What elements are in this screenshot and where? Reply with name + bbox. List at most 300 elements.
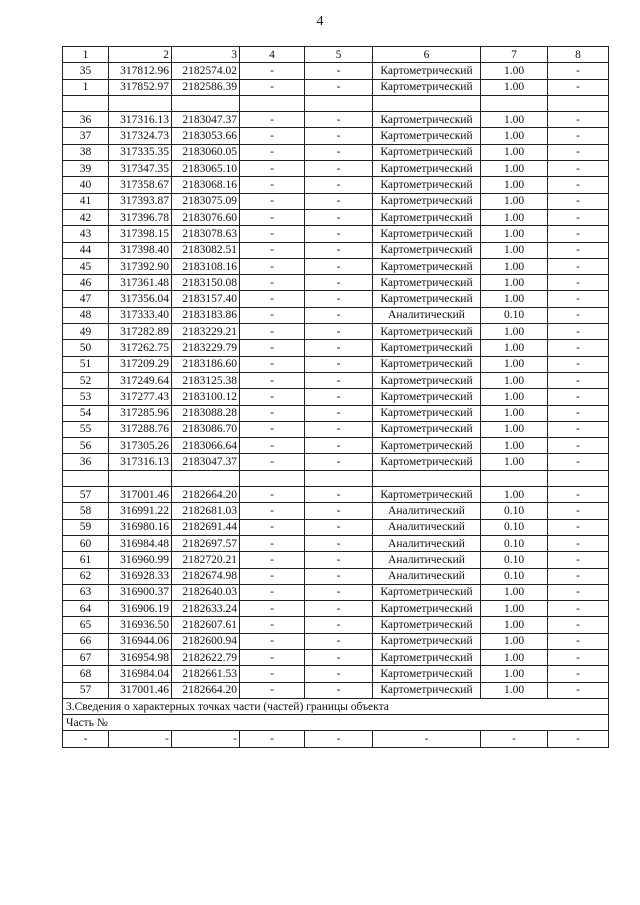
y-coordinate-cell: 2182640.03: [172, 584, 240, 600]
col5-cell: -: [305, 503, 373, 519]
table-row: [63, 226, 609, 242]
method-cell: Аналитический: [373, 519, 481, 535]
table-row: [63, 389, 609, 405]
table-row: [63, 258, 609, 274]
col8-cell: -: [548, 144, 609, 160]
x-coordinate-cell: 317316.13: [109, 112, 172, 128]
x-coordinate-cell: 316984.48: [109, 535, 172, 551]
accuracy-cell: 1.00: [481, 258, 548, 274]
x-coordinate-cell: 317277.43: [109, 389, 172, 405]
method-cell: Картометрический: [373, 193, 481, 209]
col5-cell: -: [305, 487, 373, 503]
accuracy-cell: 0.10: [481, 503, 548, 519]
table-row: [63, 438, 609, 454]
col4-cell: -: [240, 438, 305, 454]
accuracy-cell: 1.00: [481, 340, 548, 356]
col4-cell: -: [240, 633, 305, 649]
col5-cell: -: [305, 584, 373, 600]
method-cell: Картометрический: [373, 161, 481, 177]
y-coordinate-cell: 2182574.02: [172, 63, 240, 79]
col8-cell: -: [548, 79, 609, 95]
x-coordinate-cell: 316944.06: [109, 633, 172, 649]
col4-cell: -: [240, 649, 305, 665]
col5-cell: -: [305, 177, 373, 193]
method-cell: Картометрический: [373, 649, 481, 665]
accuracy-cell: 1.00: [481, 112, 548, 128]
x-coordinate-cell: 317001.46: [109, 487, 172, 503]
point-number-cell: 36: [63, 454, 109, 470]
col8-cell: -: [548, 682, 609, 698]
col4-cell: -: [240, 405, 305, 421]
accuracy-cell: 1.00: [481, 275, 548, 291]
page-number: 4: [316, 14, 324, 29]
table-row: [63, 421, 609, 437]
col8-cell: -: [548, 405, 609, 421]
accuracy-cell: 7: [481, 47, 548, 63]
point-number-cell: 53: [63, 389, 109, 405]
col5-cell: -: [305, 552, 373, 568]
col5-cell: -: [305, 421, 373, 437]
col4-cell: -: [240, 242, 305, 258]
point-number-cell: -: [63, 731, 109, 747]
col8-cell: -: [548, 356, 609, 372]
y-coordinate-cell: 2183060.05: [172, 144, 240, 160]
method-cell: Картометрический: [373, 584, 481, 600]
table-row: [63, 193, 609, 209]
col8-cell: -: [548, 307, 609, 323]
table-row: [63, 666, 609, 682]
accuracy-cell: 1.00: [481, 372, 548, 388]
y-coordinate-cell: 2183065.10: [172, 161, 240, 177]
col5-cell: -: [305, 324, 373, 340]
col8-cell: -: [548, 666, 609, 682]
x-coordinate-cell: 317288.76: [109, 421, 172, 437]
x-coordinate-cell: 317347.35: [109, 161, 172, 177]
col8-cell: -: [548, 193, 609, 209]
x-coordinate-cell: 317335.35: [109, 144, 172, 160]
col8-cell: -: [548, 535, 609, 551]
accuracy-cell: 1.00: [481, 324, 548, 340]
x-coordinate-cell: 317316.13: [109, 454, 172, 470]
col8-cell: -: [548, 340, 609, 356]
col4-cell: -: [240, 568, 305, 584]
point-number-cell: 68: [63, 666, 109, 682]
point-number-cell: 49: [63, 324, 109, 340]
separator-row: [63, 95, 609, 111]
col8-cell: -: [548, 649, 609, 665]
method-cell: 6: [373, 47, 481, 63]
x-coordinate-cell: 316936.50: [109, 617, 172, 633]
point-number-cell: 64: [63, 601, 109, 617]
table-row: [63, 682, 609, 698]
col5-cell: -: [305, 649, 373, 665]
x-coordinate-cell: 317812.96: [109, 63, 172, 79]
col8-cell: -: [548, 242, 609, 258]
y-coordinate-cell: 2183088.28: [172, 405, 240, 421]
x-coordinate-cell: -: [109, 731, 172, 747]
col5-cell: -: [305, 112, 373, 128]
x-coordinate-cell: 316960.99: [109, 552, 172, 568]
x-coordinate-cell: 317356.04: [109, 291, 172, 307]
point-number-cell: 54: [63, 405, 109, 421]
part-label-row: [63, 715, 609, 731]
table-row: [63, 601, 609, 617]
accuracy-cell: 0.10: [481, 552, 548, 568]
point-number-cell: 58: [63, 503, 109, 519]
y-coordinate-cell: 2183157.40: [172, 291, 240, 307]
col8-cell: -: [548, 519, 609, 535]
col4-cell: -: [240, 535, 305, 551]
col4-cell: -: [240, 291, 305, 307]
col8-cell: -: [548, 584, 609, 600]
col5-cell: -: [305, 226, 373, 242]
method-cell: Картометрический: [373, 682, 481, 698]
method-cell: Картометрический: [373, 324, 481, 340]
accuracy-cell: 1.00: [481, 128, 548, 144]
col5-cell: -: [305, 617, 373, 633]
col5-cell: -: [305, 193, 373, 209]
table-row: [63, 356, 609, 372]
x-coordinate-cell: 317249.64: [109, 372, 172, 388]
accuracy-cell: 1.00: [481, 356, 548, 372]
table-row: [63, 584, 609, 600]
empty-row: [63, 731, 609, 747]
col5-cell: 5: [305, 47, 373, 63]
method-cell: Картометрический: [373, 438, 481, 454]
col4-cell: -: [240, 552, 305, 568]
y-coordinate-cell: 2183229.21: [172, 324, 240, 340]
y-coordinate-cell: 2183100.12: [172, 389, 240, 405]
table-row: [63, 372, 609, 388]
method-cell: Картометрический: [373, 63, 481, 79]
point-number-cell: 35: [63, 63, 109, 79]
point-number-cell: 46: [63, 275, 109, 291]
method-cell: Картометрический: [373, 421, 481, 437]
accuracy-cell: 1.00: [481, 454, 548, 470]
point-number-cell: 65: [63, 617, 109, 633]
accuracy-cell: -: [481, 731, 548, 747]
col8-cell: -: [548, 177, 609, 193]
col5-cell: -: [305, 389, 373, 405]
table-row: [63, 487, 609, 503]
col5-cell: -: [305, 601, 373, 617]
method-cell: Аналитический: [373, 535, 481, 551]
method-cell: Картометрический: [373, 291, 481, 307]
point-number-cell: 61: [63, 552, 109, 568]
col4-cell: 4: [240, 47, 305, 63]
accuracy-cell: 1.00: [481, 161, 548, 177]
table-row: [63, 307, 609, 323]
table-row: [63, 128, 609, 144]
table-row: [63, 242, 609, 258]
x-coordinate-cell: 317333.40: [109, 307, 172, 323]
point-number-cell: 51: [63, 356, 109, 372]
y-coordinate-cell: 2182607.61: [172, 617, 240, 633]
accuracy-cell: 1.00: [481, 601, 548, 617]
y-coordinate-cell: 2183108.16: [172, 258, 240, 274]
col5-cell: -: [305, 666, 373, 682]
point-number-cell: 39: [63, 161, 109, 177]
col4-cell: -: [240, 307, 305, 323]
col4-cell: -: [240, 226, 305, 242]
col4-cell: -: [240, 161, 305, 177]
accuracy-cell: 1.00: [481, 421, 548, 437]
col4-cell: -: [240, 128, 305, 144]
col8-cell: 8: [548, 47, 609, 63]
col5-cell: -: [305, 372, 373, 388]
x-coordinate-cell: 317392.90: [109, 258, 172, 274]
method-cell: Картометрический: [373, 258, 481, 274]
col4-cell: -: [240, 275, 305, 291]
col8-cell: -: [548, 438, 609, 454]
col8-cell: -: [548, 275, 609, 291]
col5-cell: -: [305, 535, 373, 551]
point-number-cell: 41: [63, 193, 109, 209]
col4-cell: -: [240, 584, 305, 600]
y-coordinate-cell: 2183183.86: [172, 307, 240, 323]
table-row: [63, 209, 609, 225]
col4-cell: -: [240, 79, 305, 95]
point-number-cell: 43: [63, 226, 109, 242]
x-coordinate-cell: 317393.87: [109, 193, 172, 209]
col5-cell: -: [305, 356, 373, 372]
col8-cell: -: [548, 487, 609, 503]
method-cell: Картометрический: [373, 633, 481, 649]
table-row: [63, 519, 609, 535]
point-number-cell: 59: [63, 519, 109, 535]
method-cell: Картометрический: [373, 340, 481, 356]
method-cell: Картометрический: [373, 372, 481, 388]
x-coordinate-cell: 317282.89: [109, 324, 172, 340]
col5-cell: -: [305, 79, 373, 95]
point-number-cell: 50: [63, 340, 109, 356]
x-coordinate-cell: 317396.78: [109, 209, 172, 225]
point-number-cell: 40: [63, 177, 109, 193]
col4-cell: -: [240, 503, 305, 519]
col4-cell: -: [240, 177, 305, 193]
x-coordinate-cell: 317398.40: [109, 242, 172, 258]
y-coordinate-cell: 2182681.03: [172, 503, 240, 519]
col8-cell: -: [548, 209, 609, 225]
y-coordinate-cell: 2183125.38: [172, 372, 240, 388]
y-coordinate-cell: 2183150.08: [172, 275, 240, 291]
col8-cell: -: [548, 503, 609, 519]
col5-cell: -: [305, 291, 373, 307]
col4-cell: -: [240, 324, 305, 340]
method-cell: Картометрический: [373, 601, 481, 617]
col4-cell: -: [240, 356, 305, 372]
col8-cell: -: [548, 633, 609, 649]
col4-cell: -: [240, 258, 305, 274]
point-number-cell: 66: [63, 633, 109, 649]
point-number-cell: 38: [63, 144, 109, 160]
method-cell: Аналитический: [373, 568, 481, 584]
point-number-cell: 1: [63, 47, 109, 63]
col5-cell: -: [305, 161, 373, 177]
col5-cell: -: [305, 438, 373, 454]
point-number-cell: 57: [63, 682, 109, 698]
table-row: [63, 340, 609, 356]
table-row: [63, 405, 609, 421]
table-row: [63, 112, 609, 128]
col8-cell: -: [548, 372, 609, 388]
col5-cell: -: [305, 682, 373, 698]
accuracy-cell: 1.00: [481, 242, 548, 258]
header-row: [63, 47, 609, 63]
x-coordinate-cell: 317852.97: [109, 79, 172, 95]
col4-cell: -: [240, 519, 305, 535]
accuracy-cell: 0.10: [481, 519, 548, 535]
point-number-cell: 57: [63, 487, 109, 503]
y-coordinate-cell: 2182664.20: [172, 487, 240, 503]
point-number-cell: 63: [63, 584, 109, 600]
method-cell: Картометрический: [373, 128, 481, 144]
part-label: Часть №: [63, 715, 609, 731]
y-coordinate-cell: 2183068.16: [172, 177, 240, 193]
table-row: [63, 79, 609, 95]
x-coordinate-cell: 316900.37: [109, 584, 172, 600]
method-cell: -: [373, 731, 481, 747]
col4-cell: -: [240, 666, 305, 682]
method-cell: Картометрический: [373, 226, 481, 242]
method-cell: Картометрический: [373, 389, 481, 405]
point-number-cell: 42: [63, 209, 109, 225]
y-coordinate-cell: 2182691.44: [172, 519, 240, 535]
table-row: [63, 63, 609, 79]
col4-cell: -: [240, 372, 305, 388]
y-coordinate-cell: 2182586.39: [172, 79, 240, 95]
col4-cell: -: [240, 487, 305, 503]
point-number-cell: 56: [63, 438, 109, 454]
col5-cell: -: [305, 144, 373, 160]
point-number-cell: 60: [63, 535, 109, 551]
col5-cell: -: [305, 242, 373, 258]
y-coordinate-cell: 2183229.79: [172, 340, 240, 356]
accuracy-cell: 1.00: [481, 226, 548, 242]
y-coordinate-cell: 3: [172, 47, 240, 63]
method-cell: Картометрический: [373, 209, 481, 225]
table-row: [63, 633, 609, 649]
accuracy-cell: 1.00: [481, 63, 548, 79]
col8-cell: -: [548, 258, 609, 274]
col8-cell: -: [548, 421, 609, 437]
table-row: [63, 649, 609, 665]
table-row: [63, 568, 609, 584]
accuracy-cell: 1.00: [481, 682, 548, 698]
method-cell: Аналитический: [373, 503, 481, 519]
table-row: [63, 617, 609, 633]
y-coordinate-cell: 2183075.09: [172, 193, 240, 209]
x-coordinate-cell: 316906.19: [109, 601, 172, 617]
col5-cell: -: [305, 568, 373, 584]
col5-cell: -: [305, 340, 373, 356]
y-coordinate-cell: 2182697.57: [172, 535, 240, 551]
x-coordinate-cell: 317324.73: [109, 128, 172, 144]
col8-cell: -: [548, 552, 609, 568]
col5-cell: -: [305, 307, 373, 323]
x-coordinate-cell: 316928.33: [109, 568, 172, 584]
method-cell: Картометрический: [373, 487, 481, 503]
table-row: [63, 177, 609, 193]
col5-cell: -: [305, 633, 373, 649]
table-row: [63, 503, 609, 519]
accuracy-cell: 1.00: [481, 193, 548, 209]
accuracy-cell: 0.10: [481, 307, 548, 323]
accuracy-cell: 1.00: [481, 79, 548, 95]
y-coordinate-cell: 2182674.98: [172, 568, 240, 584]
table-row: [63, 324, 609, 340]
x-coordinate-cell: 316954.98: [109, 649, 172, 665]
col4-cell: -: [240, 421, 305, 437]
y-coordinate-cell: 2182720.21: [172, 552, 240, 568]
col4-cell: -: [240, 112, 305, 128]
col5-cell: -: [305, 128, 373, 144]
col4-cell: -: [240, 454, 305, 470]
method-cell: Аналитический: [373, 552, 481, 568]
y-coordinate-cell: 2183053.66: [172, 128, 240, 144]
col4-cell: -: [240, 731, 305, 747]
col8-cell: -: [548, 324, 609, 340]
x-coordinate-cell: 317358.67: [109, 177, 172, 193]
y-coordinate-cell: 2183186.60: [172, 356, 240, 372]
table-row: [63, 535, 609, 551]
y-coordinate-cell: 2183086.70: [172, 421, 240, 437]
y-coordinate-cell: 2183047.37: [172, 112, 240, 128]
point-number-cell: 55: [63, 421, 109, 437]
separator-row: [63, 470, 609, 486]
accuracy-cell: 1.00: [481, 617, 548, 633]
col4-cell: -: [240, 682, 305, 698]
col5-cell: -: [305, 731, 373, 747]
y-coordinate-cell: 2183047.37: [172, 454, 240, 470]
col8-cell: -: [548, 389, 609, 405]
x-coordinate-cell: 2: [109, 47, 172, 63]
coordinates-table: [62, 46, 609, 748]
point-number-cell: 1: [63, 79, 109, 95]
col8-cell: -: [548, 617, 609, 633]
y-coordinate-cell: 2182664.20: [172, 682, 240, 698]
col4-cell: -: [240, 63, 305, 79]
table-row: [63, 454, 609, 470]
col8-cell: -: [548, 128, 609, 144]
accuracy-cell: 1.00: [481, 389, 548, 405]
method-cell: Картометрический: [373, 454, 481, 470]
accuracy-cell: 1.00: [481, 209, 548, 225]
col8-cell: -: [548, 601, 609, 617]
y-coordinate-cell: -: [172, 731, 240, 747]
point-number-cell: 36: [63, 112, 109, 128]
col8-cell: -: [548, 161, 609, 177]
y-coordinate-cell: 2183078.63: [172, 226, 240, 242]
accuracy-cell: 1.00: [481, 177, 548, 193]
table-row: [63, 291, 609, 307]
x-coordinate-cell: 316984.04: [109, 666, 172, 682]
col8-cell: -: [548, 291, 609, 307]
section3-title-row: [63, 698, 609, 714]
col8-cell: -: [548, 454, 609, 470]
method-cell: Картометрический: [373, 666, 481, 682]
section3-title: 3.Сведения о характерных точках части (частей) границы объекта: [63, 698, 609, 714]
col4-cell: -: [240, 209, 305, 225]
accuracy-cell: 0.10: [481, 568, 548, 584]
x-coordinate-cell: 317285.96: [109, 405, 172, 421]
point-number-cell: 37: [63, 128, 109, 144]
point-number-cell: 48: [63, 307, 109, 323]
x-coordinate-cell: 317398.15: [109, 226, 172, 242]
method-cell: Картометрический: [373, 617, 481, 633]
col8-cell: -: [548, 112, 609, 128]
table-row: [63, 144, 609, 160]
